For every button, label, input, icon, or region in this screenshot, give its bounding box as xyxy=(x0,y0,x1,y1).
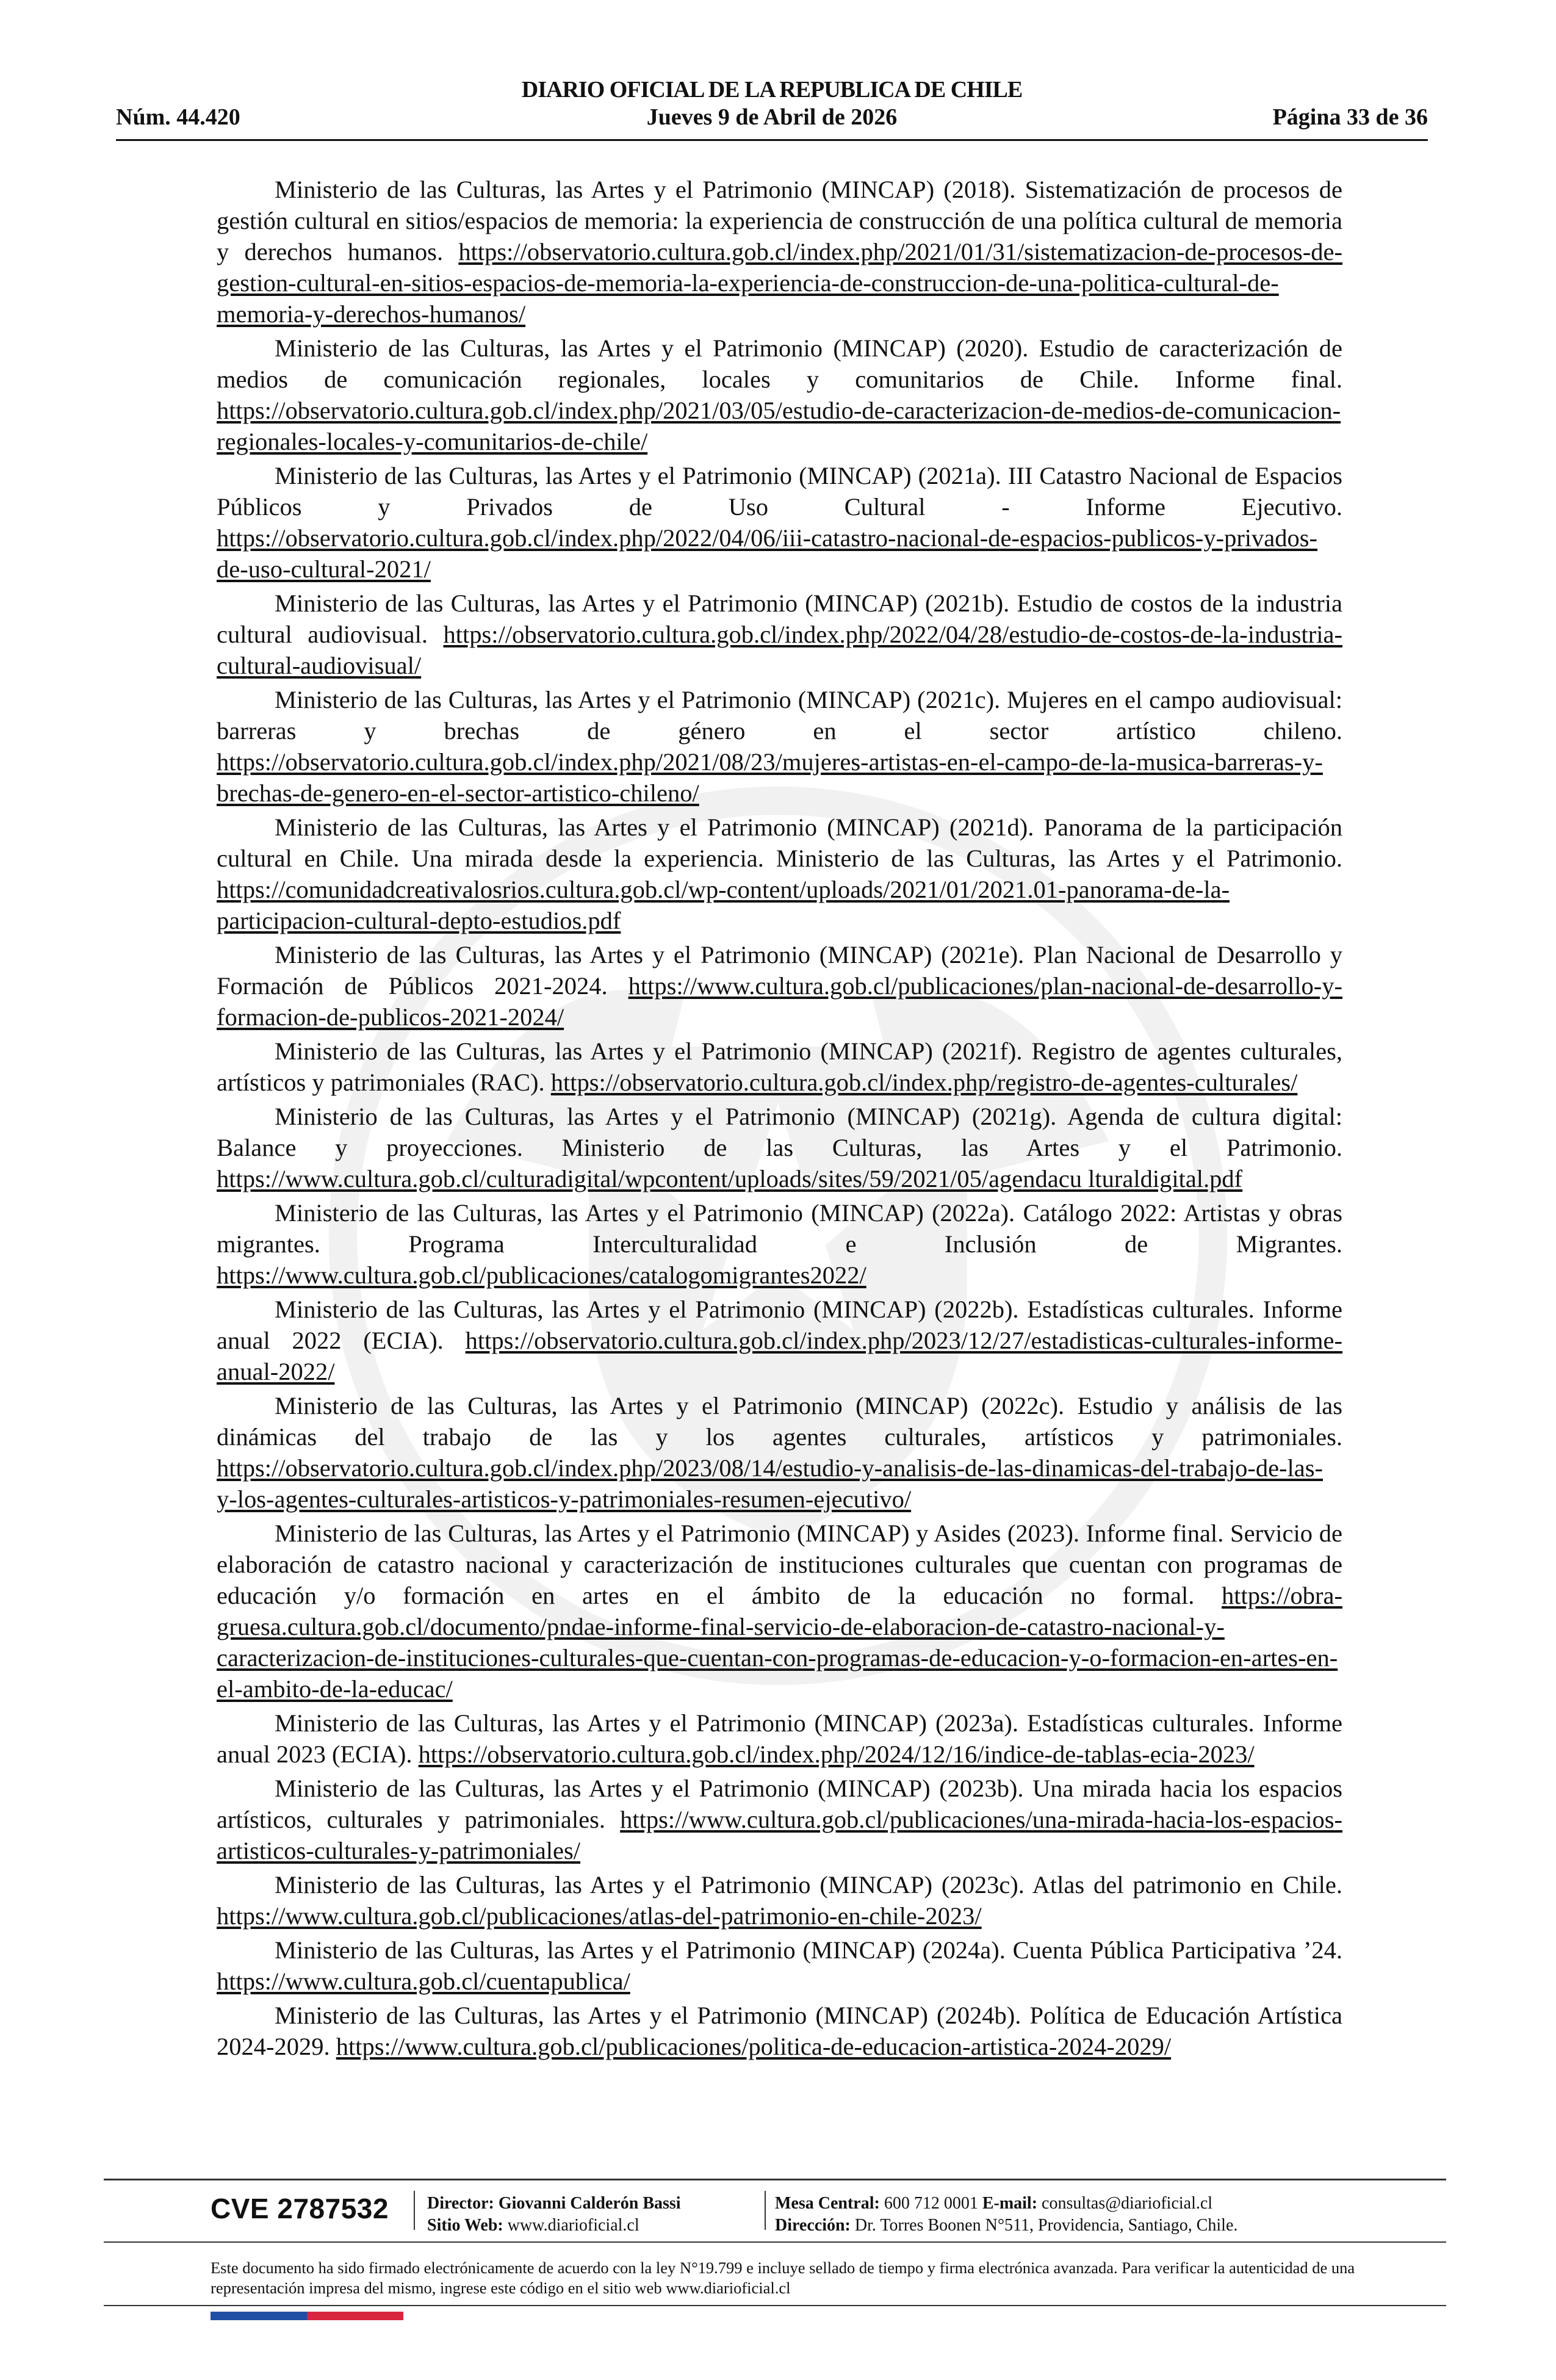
reference-text: Ministerio de las Culturas, las Artes y el Patrimonio (MINCAP) y Asides (2023). Informe final. Servicio de elaboración de catastro nacional y caracterización de instituciones culturales que cuentan con programas de educación y/o formación en artes en el ámbito de la educación no formal. xyxy=(217,1520,1342,1609)
reference-text: Ministerio de las Culturas, las Artes y el Patrimonio (MINCAP) (2023b). Una mirada hacia los espacios artísticos, culturales y patrimoniales. xyxy=(217,1775,1342,1833)
reference-entry xyxy=(217,812,1342,936)
reference-text: Ministerio de las Culturas, las Artes y el Patrimonio (MINCAP) (2023c). Atlas del patrimonio en Chile. xyxy=(275,1871,1342,1899)
reference-link[interactable]: https://comunidadcreativalosrios.cultura.gob.cl/wp-content/uploads/2021/01/2021.01-panorama-de-la-participacion-cultural-depto-estudios.pdf xyxy=(217,876,1230,934)
header-rule xyxy=(116,139,1428,141)
newspaper-title: DIARIO OFICIAL DE LA REPUBLICA DE CHILE xyxy=(521,77,1023,103)
reference-text: Ministerio de las Culturas, las Artes y el Patrimonio (MINCAP) (2021a). III Catastro Nacional de Espacios Públicos y Privados de Uso Cultural - Informe Ejecutivo. xyxy=(217,462,1342,521)
reference-link[interactable]: https://observatorio.cultura.gob.cl/index.php/2021/03/05/estudio-de-caracterizacion-de-medios-de-comunicacion-regionales-locales-y-comunitarios-de-chile/ xyxy=(217,397,1341,455)
reference-link[interactable]: https://observatorio.cultura.gob.cl/index.php/2021/08/23/mujeres-artistas-en-el-campo-de-la-musica-barreras-y-brechas-de-genero-en-el-sector-artistico-chileno/ xyxy=(217,748,1323,807)
flag-stripe-blue xyxy=(211,2312,307,2320)
reference-text: Ministerio de las Culturas, las Artes y el Patrimonio (MINCAP) (2021g). Agenda de cultura digital: Balance y proyecciones. Ministerio de las Culturas, las Artes y el Patrimonio. xyxy=(217,1103,1342,1161)
reference-text: Ministerio de las Culturas, las Artes y el Patrimonio (MINCAP) (2024b). Política de Educación Artística 2024-2029. xyxy=(217,2002,1342,2060)
reference-list xyxy=(217,174,1342,2065)
reference-entry xyxy=(217,1773,1342,1866)
reference-text: Ministerio de las Culturas, las Artes y el Patrimonio (MINCAP) (2022b). Estadísticas culturales. Informe anual 2022 (ECIA). xyxy=(217,1296,1342,1354)
reference-entry xyxy=(217,333,1342,457)
reference-text: Ministerio de las Culturas, las Artes y el Patrimonio (MINCAP) (2018). Sistematización de procesos de gestión cultural en sitios/espacios de memoria: la experiencia de construcción de una política cultural de memoria y derechos humanos. xyxy=(217,176,1342,265)
reference-text: Ministerio de las Culturas, las Artes y el Patrimonio (MINCAP) (2023a). Estadísticas culturales. Informe anual 2023 (ECIA). xyxy=(217,1709,1342,1768)
reference-entry xyxy=(217,460,1342,585)
flag-stripe xyxy=(211,2312,403,2320)
reference-entry xyxy=(217,1935,1342,1997)
cve-code: CVE 2787532 xyxy=(211,2193,389,2224)
reference-entry xyxy=(217,1869,1342,1931)
reference-text: Ministerio de las Culturas, las Artes y el Patrimonio (MINCAP) (2021f). Registro de agentes culturales, artísticos y patrimoniales (RAC). xyxy=(217,1037,1342,1096)
reference-entry xyxy=(217,1036,1342,1098)
reference-entry xyxy=(217,1707,1342,1770)
flag-stripe-red xyxy=(307,2312,403,2320)
reference-link[interactable]: https://www.cultura.gob.cl/publicaciones/atlas-del-patrimonio-en-chile-2023/ xyxy=(217,1902,982,1930)
director-name: Giovanni Calderón Bassi xyxy=(498,2194,681,2213)
reference-entry xyxy=(217,1518,1342,1704)
reference-text: Ministerio de las Culturas, las Artes y el Patrimonio (MINCAP) (2021e). Plan Nacional de Desarrollo y Formación de Públicos 2021-2024. xyxy=(217,941,1342,1000)
reference-entry xyxy=(217,1197,1342,1291)
reference-entry xyxy=(217,1294,1342,1387)
reference-link[interactable]: https://www.cultura.gob.cl/cuentapublica/ xyxy=(217,1967,630,1995)
footer-rule-bottom xyxy=(104,2305,1446,2306)
reference-link[interactable]: https://observatorio.cultura.gob.cl/index.php/registro-de-agentes-culturales/ xyxy=(550,1069,1298,1096)
reference-text: Ministerio de las Culturas, las Artes y el Patrimonio (MINCAP) (2020). Estudio de caracterización de medios de comunicación regionales, locales y comunitarios de Chile. Informe final. xyxy=(217,334,1342,393)
reference-link[interactable]: https://observatorio.cultura.gob.cl/index.php/2023/08/14/estudio-y-analisis-de-las-dinamicas-del-trabajo-de-las-y-los-agentes-culturales-artisticos-y-patrimoniales-resumen-ejecutivo/ xyxy=(217,1454,1324,1513)
email-label: E-mail: xyxy=(982,2194,1038,2213)
reference-link[interactable]: https://observatorio.cultura.gob.cl/index.php/2022/04/28/estudio-de-costos-de-la-industria-cultural-audiovisual/ xyxy=(217,621,1342,679)
reference-link[interactable]: https://www.cultura.gob.cl/publicaciones/plan-nacional-de-desarrollo-y-formacion-de-publicos-2021-2024/ xyxy=(217,972,1342,1031)
reference-entry xyxy=(217,174,1342,330)
director-label: Director: xyxy=(427,2194,494,2213)
reference-link[interactable]: https://www.cultura.gob.cl/publicaciones/catalogomigrantes2022/ xyxy=(217,1261,866,1289)
mesa-label: Mesa Central: xyxy=(775,2194,880,2213)
reference-entry xyxy=(217,939,1342,1033)
reference-link[interactable]: https://www.cultura.gob.cl/publicaciones/politica-de-educacion-artistica-2024-2029/ xyxy=(336,2033,1172,2060)
footer-rule-top xyxy=(104,2179,1446,2180)
address-value: Dr. Torres Boonen N°511, Providencia, Santiago, Chile. xyxy=(854,2216,1238,2235)
reference-text: Ministerio de las Culturas, las Artes y el Patrimonio (MINCAP) (2021d). Panorama de la participación cultural en Chile. Una mirada desde la experiencia. Ministerio de las Culturas, las Artes y el Patrimonio. xyxy=(217,813,1342,872)
reference-text: Ministerio de las Culturas, las Artes y el Patrimonio (MINCAP) (2022a). Catálogo 2022: Artistas y obras migrantes. Programa Interculturalidad e Inclusión de Migrantes. xyxy=(217,1199,1342,1258)
reference-entry xyxy=(217,1390,1342,1515)
reference-entry xyxy=(217,684,1342,809)
reference-text: Ministerio de las Culturas, las Artes y el Patrimonio (MINCAP) (2024a). Cuenta Pública Participativa ’24. xyxy=(275,1936,1342,1964)
page-indicator: Página 33 de 36 xyxy=(1272,104,1428,130)
page-footer xyxy=(104,2179,1446,2343)
contact-block xyxy=(775,2193,1237,2237)
footer-rule-middle xyxy=(104,2241,1446,2243)
reference-text: Ministerio de las Culturas, las Artes y el Patrimonio (MINCAP) (2021b). Estudio de costos de la industria cultural audiovisual. xyxy=(217,590,1342,648)
legal-notice: Este documento ha sido firmado electrónicamente de acuerdo con la ley N°19.799 e incluye sellado de tiempo y firma electrónica avanzada. Para verificar la autenticidad de una representación impresa del mismo, ingrese este código en el sitio web www.diarioficial.cl xyxy=(211,2259,1355,2297)
reference-entry xyxy=(217,588,1342,681)
footer-divider xyxy=(414,2191,415,2230)
reference-link[interactable]: https://www.cultura.gob.cl/culturadigital/wpcontent/uploads/sites/59/2021/05/agendacu lturaldigital.pdf xyxy=(217,1165,1243,1192)
reference-link[interactable]: https://www.cultura.gob.cl/publicaciones/una-mirada-hacia-los-espacios-artisticos-culturales-y-patrimoniales/ xyxy=(217,1806,1342,1864)
reference-link[interactable]: https://observatorio.cultura.gob.cl/index.php/2021/01/31/sistematizacion-de-procesos-de-gestion-cultural-en-sitios-espacios-de-memoria-la-experiencia-de-construccion-de-una-politica-cultural-de-memoria-y-derechos-humanos/ xyxy=(217,238,1342,328)
mesa-value: 600 712 0001 xyxy=(884,2194,978,2213)
issue-date: Jueves 9 de Abril de 2026 xyxy=(646,104,898,130)
page-header xyxy=(116,76,1428,143)
website-value[interactable]: www.diarioficial.cl xyxy=(507,2216,639,2235)
footer-divider xyxy=(765,2191,766,2230)
email-value[interactable]: consultas@diarioficial.cl xyxy=(1042,2194,1213,2213)
reference-link[interactable]: https://observatorio.cultura.gob.cl/index.php/2024/12/16/indice-de-tablas-ecia-2023/ xyxy=(418,1740,1255,1768)
director-block xyxy=(427,2193,681,2237)
reference-link[interactable]: https://observatorio.cultura.gob.cl/index.php/2023/12/27/estadisticas-culturales-informe-anual-2022/ xyxy=(217,1327,1342,1385)
reference-text: Ministerio de las Culturas, las Artes y el Patrimonio (MINCAP) (2022c). Estudio y análisis de las dinámicas del trabajo de las y los agentes culturales, artísticos y patrimoniales. xyxy=(217,1392,1342,1451)
issue-number: Núm. 44.420 xyxy=(116,104,240,130)
reference-text: Ministerio de las Culturas, las Artes y el Patrimonio (MINCAP) (2021c). Mujeres en el campo audiovisual: barreras y brechas de género en el sector artístico chileno. xyxy=(217,686,1342,745)
reference-link[interactable]: https://observatorio.cultura.gob.cl/index.php/2022/04/06/iii-catastro-nacional-de-espacios-publicos-y-privados-de-uso-cultural-2021/ xyxy=(217,524,1318,583)
reference-entry xyxy=(217,1101,1342,1194)
reference-link[interactable]: https://obra-gruesa.cultura.gob.cl/documento/pndae-informe-final-servicio-de-elaboracion-de-catastro-nacional-y-caracterizacion-de-instituciones-culturales-que-cuentan-con-programas-de-educacion-y-o-formacion-en-artes-en-el-ambito-de-la-educac/ xyxy=(217,1582,1342,1703)
reference-entry xyxy=(217,2000,1342,2062)
website-label: Sitio Web: xyxy=(427,2216,503,2235)
address-label: Dirección: xyxy=(775,2216,851,2235)
